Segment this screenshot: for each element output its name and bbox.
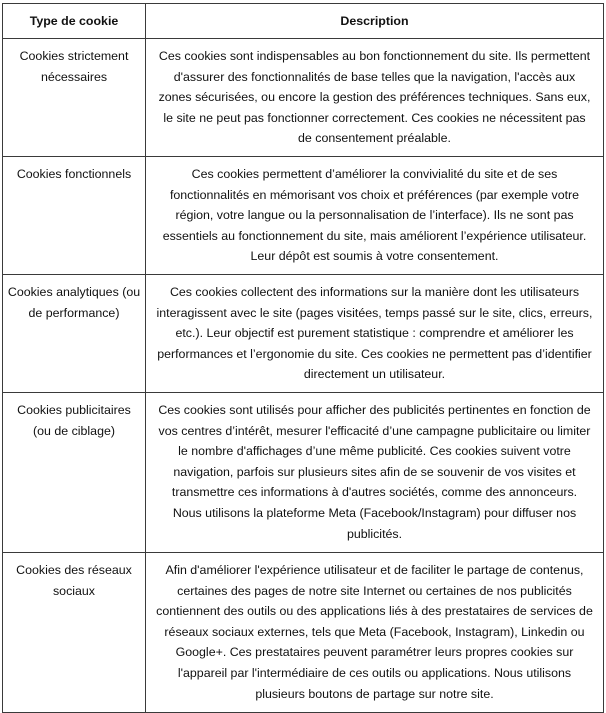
table-row	[3, 39, 604, 157]
table-header-row	[3, 4, 604, 39]
cookie-type-cell: Cookies strictement nécessaires	[3, 39, 146, 157]
table-row	[3, 275, 604, 393]
cookie-table	[2, 3, 604, 713]
table-row	[3, 553, 604, 713]
table-row	[3, 393, 604, 553]
cookie-description-cell: Ces cookies collectent des informations sur la manière dont les utilisateurs interagissent avec le site (pages visitées, temps passé sur le site, clics, erreurs, etc.). Leur objectif est purement statistique : comprendre et améliorer les performances et l’ergonomie du site. Ces cookies ne permettent pas d’identifier directement un utilisateur.	[146, 275, 604, 393]
cookie-description-cell: Ces cookies sont indispensables au bon fonctionnement du site. Ils permettent d'assurer des fonctionnalités de base telles que la navigation, l'accès aux zones sécurisées, ou encore la gestion des préférences techniques. Sans eux, le site ne peut pas fonctionner correctement. Ces cookies ne nécessitent pas de consentement préalable.	[146, 39, 604, 157]
header-description: Description	[146, 4, 604, 39]
cookie-type-cell: Cookies publicitaires (ou de ciblage)	[3, 393, 146, 553]
cookie-description-cell: Ces cookies sont utilisés pour afficher des publicités pertinentes en fonction de vos centres d’intérêt, mesurer l'efficacité d’une campagne publicitaire ou limiter le nombre d'affichages d’une même publicité. Ces cookies suivent votre navigation, parfois sur plusieurs sites afin de se souvenir de vos visites et transmettre ces informations à d'autres sociétés, comme des annonceurs. Nous utilisons la plateforme Meta (Facebook/Instagram) pour diffuser nos publicités.	[146, 393, 604, 553]
table-row	[3, 157, 604, 275]
cookie-type-cell: Cookies fonctionnels	[3, 157, 146, 275]
cookie-description-cell: Ces cookies permettent d’améliorer la convivialité du site et de ses fonctionnalités en mémorisant vos choix et préférences (par exemple votre région, votre langue ou la personnalisation de l’interface). Ils ne sont pas essentiels au fonctionnement du site, mais améliorent l’expérience utilisateur. Leur dépôt est soumis à votre consentement.	[146, 157, 604, 275]
cookie-type-cell: Cookies analytiques (ou de performance)	[3, 275, 146, 393]
cookie-type-cell: Cookies des réseaux sociaux	[3, 553, 146, 713]
header-cookie-type: Type de cookie	[3, 4, 146, 39]
cookie-description-cell: Afin d'améliorer l'expérience utilisateur et de faciliter le partage de contenus, certaines des pages de notre site Internet ou certaines de nos publicités contiennent des outils ou des applications liés à des prestataires de services de réseaux sociaux externes, tels que Meta (Facebook, Instagram), Linkedin ou Google+. Ces prestataires peuvent paramétrer leurs propres cookies sur l'appareil par l'intermédiaire de ces outils ou applications. Nous utilisons plusieurs boutons de partage sur notre site.	[146, 553, 604, 713]
